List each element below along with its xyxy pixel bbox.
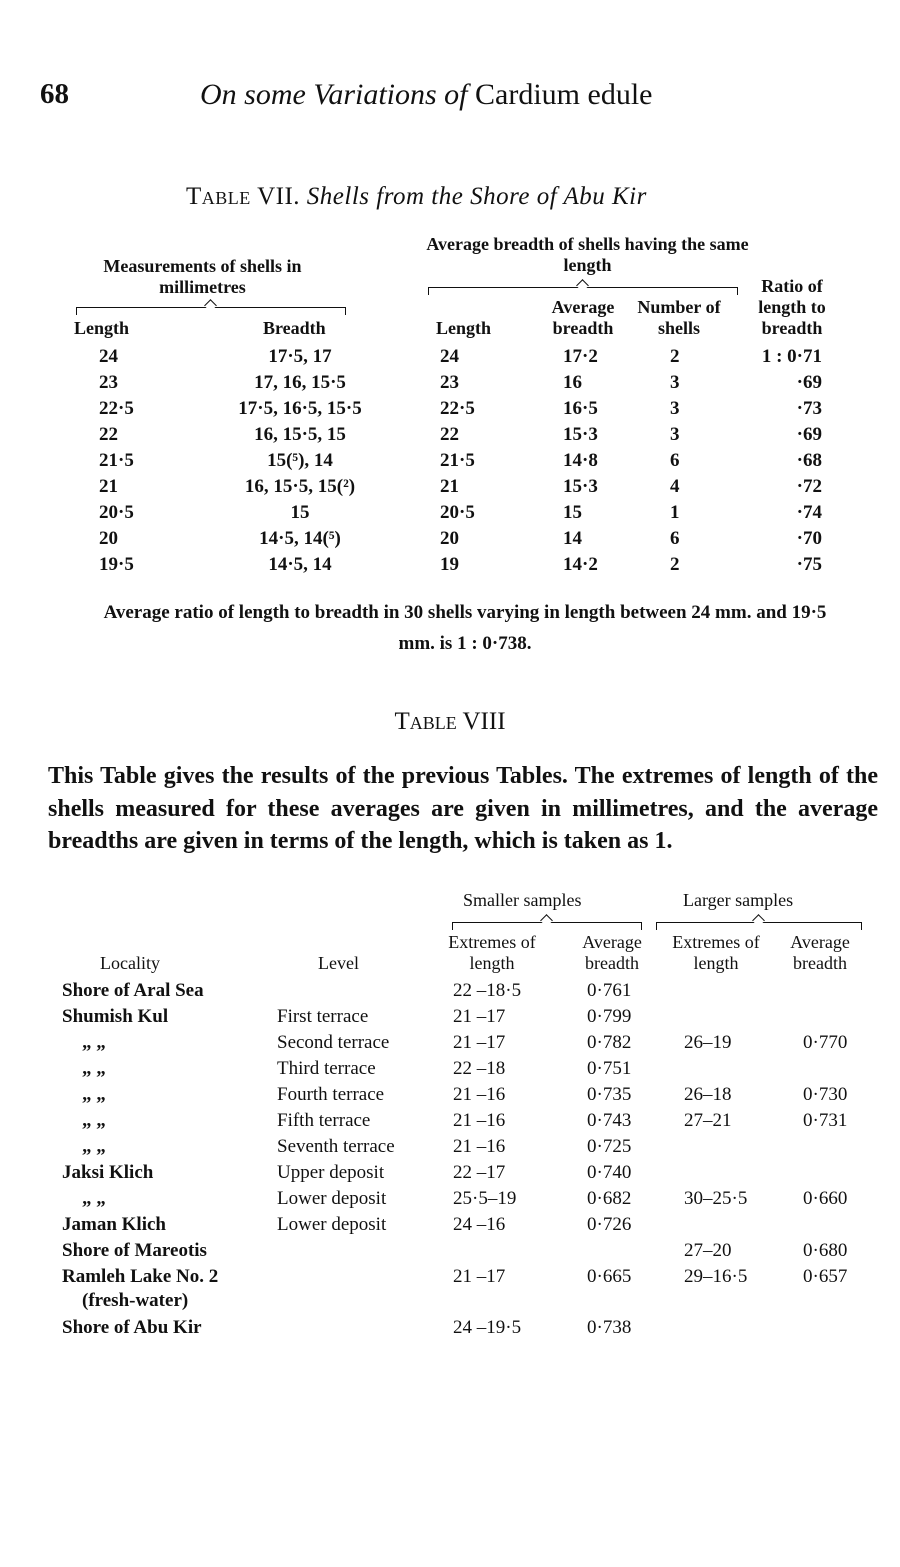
table-row xyxy=(0,1240,900,1266)
table8-col-level: Level xyxy=(318,953,359,973)
table-cell: ·69 xyxy=(796,372,822,393)
table-cell: ·73 xyxy=(796,398,822,419)
table-cell: 14 xyxy=(563,528,582,549)
table-cell: 17, 16, 15·5 xyxy=(254,372,346,393)
table-cell: 19·5 xyxy=(99,554,134,575)
table-cell: 22·5 xyxy=(440,398,475,419)
table-cell: 21 xyxy=(440,476,459,497)
table-cell: 0·770 xyxy=(803,1032,848,1053)
table-cell: 22 –18·5 xyxy=(453,980,522,1001)
table-cell: ·74 xyxy=(796,502,822,523)
table-cell: 21 –17 xyxy=(453,1006,506,1027)
table7-col-breadth: Breadth xyxy=(263,318,326,338)
table8-col-average2: Average breadth xyxy=(790,932,850,973)
table-cell: 14·5, 14 xyxy=(268,554,332,575)
table7-brace-left xyxy=(76,307,346,315)
table7-col-length2: Length xyxy=(436,318,492,338)
table-cell: Lower deposit xyxy=(277,1188,387,1209)
table-cell: 3 xyxy=(670,424,680,445)
table8-brace-large xyxy=(656,922,862,930)
table-row xyxy=(0,1214,900,1240)
table7-caption: Shells from the Shore of Abu Kir xyxy=(306,183,647,210)
table-cell: ·69 xyxy=(796,424,822,445)
table-cell: Ramleh Lake No. 2 xyxy=(62,1266,219,1287)
table-cell: 14·5, 14(⁵) xyxy=(259,528,341,549)
table-row xyxy=(0,1290,900,1316)
table-cell: 6 xyxy=(670,450,680,471)
table-row xyxy=(0,1317,900,1343)
table-row xyxy=(0,450,900,476)
table-cell: Upper deposit xyxy=(277,1162,385,1183)
table-cell: 16 xyxy=(563,372,582,393)
table-cell: 21 xyxy=(99,476,118,497)
table-cell: 3 xyxy=(670,398,680,419)
table-cell: 2 xyxy=(670,554,680,575)
table-cell: 15·3 xyxy=(563,476,598,497)
table-cell: 1 : 0·71 xyxy=(761,346,822,367)
table7-title xyxy=(186,183,647,211)
table-cell: Shore of Aral Sea xyxy=(62,980,204,1001)
page-number: 68 xyxy=(40,78,69,110)
table-cell: 27–20 xyxy=(684,1240,732,1261)
table-cell: 4 xyxy=(670,476,680,497)
table-cell: 16·5 xyxy=(563,398,598,419)
table-row xyxy=(0,1032,900,1058)
table-row xyxy=(0,1084,900,1110)
table8-col-extremes: Extremes of length xyxy=(448,932,536,973)
table-cell: 21·5 xyxy=(440,450,475,471)
table8-brace-small xyxy=(452,922,642,930)
table-row xyxy=(0,1188,900,1214)
table-row xyxy=(0,424,900,450)
table-cell: „ „ xyxy=(82,1058,106,1079)
table-cell: 16, 15·5, 15(²) xyxy=(244,476,356,497)
table-cell: 0·740 xyxy=(587,1162,632,1183)
table-cell: Shore of Abu Kir xyxy=(62,1317,202,1338)
table-cell: 2 xyxy=(670,346,680,367)
table-cell: Shumish Kul xyxy=(62,1006,169,1027)
table8-col-locality: Locality xyxy=(100,953,160,973)
table-row xyxy=(0,528,900,554)
table-row xyxy=(0,1162,900,1188)
table-cell: 24 –16 xyxy=(453,1214,506,1235)
table-cell: 26–19 xyxy=(684,1032,732,1053)
table-cell: 0·799 xyxy=(587,1006,632,1027)
table-cell: 0·782 xyxy=(587,1032,632,1053)
table-cell: Jaksi Klich xyxy=(62,1162,154,1183)
table-cell: 17·5, 17 xyxy=(268,346,332,367)
table7-label: Table VII. xyxy=(186,183,301,210)
table8-group-small: Smaller samples xyxy=(463,890,582,910)
table-cell: 0·660 xyxy=(803,1188,848,1209)
table-row xyxy=(0,398,900,424)
table-cell: 24 xyxy=(99,346,118,367)
table-cell: 22·5 xyxy=(99,398,134,419)
table-cell: 20 xyxy=(440,528,459,549)
table-cell: 22 –17 xyxy=(453,1162,506,1183)
table-cell: 0·726 xyxy=(587,1214,632,1235)
table-row xyxy=(0,476,900,502)
running-title-roman: Cardium edule xyxy=(475,78,653,111)
table7-col-num-shells: Number of shells xyxy=(637,297,721,338)
table-row xyxy=(0,1136,900,1162)
table-cell: 0·665 xyxy=(587,1266,632,1287)
table-cell: Fourth terrace xyxy=(277,1084,385,1105)
table8-group-large: Larger samples xyxy=(683,890,794,910)
table8-intro: This Table gives the results of the previous Tables. The extremes of length of the shells measured for these averages are given in millimetres, and the average breadths are given in terms of the length, which is taken as 1. xyxy=(48,763,878,854)
table-cell: ·70 xyxy=(796,528,822,549)
table-cell: 24 –19·5 xyxy=(453,1317,522,1338)
table-cell: ·68 xyxy=(796,450,822,471)
table-cell: (fresh-water) xyxy=(82,1290,189,1311)
table-cell: 27–21 xyxy=(684,1110,732,1131)
table-cell: 17·2 xyxy=(563,346,598,367)
table-cell: 14·2 xyxy=(563,554,598,575)
table7-col-length: Length xyxy=(74,318,130,338)
table7-group-left: Measurements of shells in millimetres xyxy=(103,256,302,297)
running-title xyxy=(200,78,652,112)
table-row xyxy=(0,1266,900,1292)
table-row xyxy=(0,1110,900,1136)
table7-group-right: Average breadth of shells having the same length xyxy=(426,234,749,275)
table-cell: ·72 xyxy=(796,476,822,497)
table-cell: 30–25·5 xyxy=(684,1188,748,1209)
table8-col-average: Average breadth xyxy=(582,932,642,973)
table-cell: 21 –16 xyxy=(453,1110,506,1131)
table-cell: 1 xyxy=(670,502,680,523)
table7-col-ratio: Ratio of length to breadth xyxy=(758,276,826,338)
table-cell: 20 xyxy=(99,528,118,549)
table-cell: „ „ xyxy=(82,1084,106,1105)
table-cell: 21 –16 xyxy=(453,1136,506,1157)
table-cell: 20·5 xyxy=(440,502,475,523)
table-cell: 29–16·5 xyxy=(684,1266,748,1287)
table-cell: 23 xyxy=(99,372,118,393)
table-cell: 0·731 xyxy=(803,1110,848,1131)
table-cell: ·75 xyxy=(796,554,822,575)
table-cell: 17·5, 16·5, 15·5 xyxy=(238,398,362,419)
table-cell: 0·680 xyxy=(803,1240,848,1261)
table-cell: 0·761 xyxy=(587,980,632,1001)
table-cell: Third terrace xyxy=(277,1058,376,1079)
table-row xyxy=(0,980,900,1006)
table-row xyxy=(0,346,900,372)
table-cell: „ „ xyxy=(82,1136,106,1157)
table-row xyxy=(0,1058,900,1084)
table-cell: 15 xyxy=(563,502,582,523)
table-cell: 21 –16 xyxy=(453,1084,506,1105)
table-cell: 23 xyxy=(440,372,459,393)
table-cell: 0·735 xyxy=(587,1084,632,1105)
table-cell: 22 –18 xyxy=(453,1058,506,1079)
table-cell: 24 xyxy=(440,346,459,367)
table-cell: 22 xyxy=(440,424,459,445)
table-cell: 25·5–19 xyxy=(453,1188,517,1209)
table-cell: 0·738 xyxy=(587,1317,632,1338)
table-cell: Jaman Klich xyxy=(62,1214,166,1235)
table-cell: 20·5 xyxy=(99,502,134,523)
table-cell: 21·5 xyxy=(99,450,134,471)
table-cell: 15 xyxy=(290,502,310,523)
table-cell: 21 –17 xyxy=(453,1032,506,1053)
table7-brace-right xyxy=(428,287,738,295)
table-row xyxy=(0,554,900,580)
table-cell: 0·743 xyxy=(587,1110,632,1131)
table-cell: 0·682 xyxy=(587,1188,632,1209)
table-cell: 0·751 xyxy=(587,1058,632,1079)
table-cell: 6 xyxy=(670,528,680,549)
table-cell: „ „ xyxy=(82,1110,106,1131)
table-cell: Seventh terrace xyxy=(277,1136,395,1157)
table-cell: Lower deposit xyxy=(277,1214,387,1235)
table-cell: Shore of Mareotis xyxy=(62,1240,207,1261)
table-cell: 22 xyxy=(99,424,118,445)
table-cell: 15·3 xyxy=(563,424,598,445)
table-cell: 26–18 xyxy=(684,1084,732,1105)
table7-note: Average ratio of length to breadth in 30 shells varying in length between 24 mm. and 19·5 mm. is 1 : 0·738. xyxy=(103,602,827,654)
table-cell: 21 –17 xyxy=(453,1266,506,1287)
table-cell: 19 xyxy=(440,554,459,575)
table-cell: „ „ xyxy=(82,1188,106,1209)
table-cell: 15(⁵), 14 xyxy=(267,450,333,471)
table-cell: 3 xyxy=(670,372,680,393)
table8-title: Table VIII xyxy=(394,708,506,735)
table-cell: Second terrace xyxy=(277,1032,390,1053)
table-cell: „ „ xyxy=(82,1032,106,1053)
table-cell: 0·725 xyxy=(587,1136,632,1157)
table-cell: 16, 15·5, 15 xyxy=(254,424,346,445)
table-cell: First terrace xyxy=(277,1006,369,1027)
table-cell: Fifth terrace xyxy=(277,1110,371,1131)
table8-col-extremes2: Extremes of length xyxy=(672,932,760,973)
running-title-italic: On some Variations of xyxy=(200,78,468,111)
table-cell: 0·657 xyxy=(803,1266,848,1287)
table-cell: 14·8 xyxy=(563,450,598,471)
table-row xyxy=(0,372,900,398)
table-cell: 0·730 xyxy=(803,1084,848,1105)
table7-col-avg-breadth: Average breadth xyxy=(551,297,615,338)
table-row xyxy=(0,502,900,528)
table-row xyxy=(0,1006,900,1032)
